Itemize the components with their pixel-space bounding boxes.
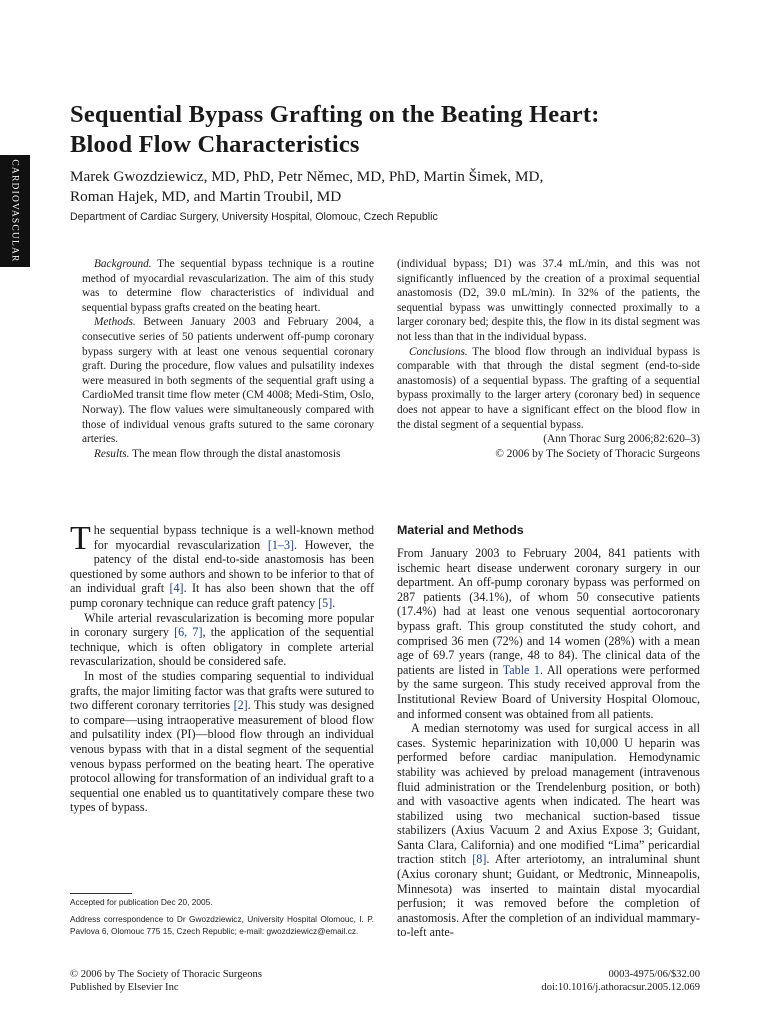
methods-paragraph-1: From January 2003 to February 2004, 841 patients with ischemic heart disease underwent coronary surgery in our department. An off-pump coronary bypass was performed on 287 patients (34.1%), of whom 50 consecutive patients (17.4%) had at least one venous sequential aortocoronary bypass graft. This group constituted the study cohort, and comprised 36 men (72%) and 14 women (28%) with a mean age of 69.7 years (range, 48 to 84). The clinical data of the patients are listed in Table 1. All operations were performed by the same surgeon. This study received approval from the Institutional Review Board of University Hospital Olomouc, and informed consent was obtained from all patients. [397,546,700,721]
affiliation: Department of Cardiac Surgery, University Hospital, Olomouc, Czech Republic [70,211,438,223]
intro-paragraph-1: The sequential bypass technique is a well-known method for myocardial revascularization [1–3]. However, the patency of the distal end-to-side anastomosis has been questioned by some authors and shown to be inferior to that of an individual graft [4]. It has also been shown that the off pump coronary technique can reduce graft patency [5]. [70,520,374,610]
introduction-column [70,520,374,815]
abstract-citation: (Ann Thorac Surg 2006;82:620–3) [543,433,700,446]
reference-link[interactable]: [1–3] [267,537,295,552]
authors-line-1: Marek Gwozdziewicz, MD, PhD, Petr Němec, MD, PhD, Martin Šimek, MD, [70,168,544,185]
footnote-address: Address correspondence to Dr Gwozdziewicz, University Hospital Olomouc, I. P. Pavlova 6, Olomouc 775 15, Czech Republic; e-mail: gwozdziewicz@email.cz. [70,914,374,936]
reference-link[interactable]: [8] [472,852,487,867]
publisher-copyright: © 2006 by The Society of Thoracic Surgeons [70,969,262,980]
authors-line-2: Roman Hajek, MD, and Martin Troubil, MD [70,188,342,205]
methods-paragraph-2: A median sternotomy was used for surgical access in all cases. Systemic heparinization with 10,000 U heparin was performed before cardiac manipulation. Hemodynamic stability was achieved by preload management (intravenous fluid administration or the Trendelenburg position, or both) and with vasoactive agents when indicated. The heart was stabilized using two mechanical suction-based tissue stabilizers (Axius Vacuum 2 and Axius Expose 3; Guidant, Santa Clara, California) and one modified “Lima” pericardial traction stitch [8]. After arteriotomy, an intraluminal shunt (Axius coronary shunt; Guidant, or Medtronic, Minneapolis, Minnesota) was inserted to maintain distal myocardial perfusion; it was removed before the completion of anastomosis. After the completion of an individual mammary-to-left ante- [397,721,700,940]
title-line-1: Sequential Bypass Grafting on the Beating Heart: [70,101,600,128]
reference-link[interactable]: [6, 7] [174,625,203,640]
article-title [70,100,710,160]
reference-link[interactable]: [5] [318,595,333,610]
abstract-results: Results. The mean flow through the distal anastomosis [94,447,341,460]
section-heading-methods: Material and Methods [397,523,524,537]
footnote-accepted: Accepted for publication Dec 20, 2005. [70,897,213,907]
reference-link[interactable]: [4] [169,581,184,596]
footnotes [70,897,374,943]
doi: doi:10.1016/j.athoracsur.2005.12.069 [541,982,700,993]
drop-cap: T [70,520,91,557]
methods-column [397,523,700,940]
section-tab [0,155,30,267]
intro-paragraph-3: In most of the studies comparing sequential to individual grafts, the major limiting factor was that grafts were sutured to two different coronary territories [2]. This study was designed to compare—using intraoperative measurement of blood flow and pulsatility index (PI)—blood flow through an individual venous bypass with that in a distal segment of the sequential venous bypass performed on the beating heart. The operative protocol allowing for transformation of an individual graft to a sequential one enabled us to quantitatively compare these two types of bypass. [70,668,374,815]
abstract-left-column [82,257,374,461]
title-line-2: Blood Flow Characteristics [70,131,360,158]
publisher-name: Published by Elsevier Inc [70,982,179,993]
table-link[interactable]: Table 1 [502,662,540,677]
abstract-copyright: © 2006 by The Society of Thoracic Surgeons [495,447,700,460]
author-list [70,167,690,207]
abstract-methods: Methods. Between January 2003 and February 2004, a consecutive series of 50 patients underwent off-pump coronary bypass surgery with at least one venous sequential coronary graft. During the procedure, flow values and pulsatility indexes were measured in both segments of the sequential graft using a CardioMed transit time flow meter (CM 4008; Medi-Stim, Oslo, Norway). The flow values were simultaneously compared with those of individual venous grafts sutured to the same coronary arteries. [82,316,374,446]
footnote-divider [70,893,132,894]
abstract-results-continued: (individual bypass; D1) was 37.4 mL/min, and this was not significantly influenced by the creation of a proximal sequential anastomosis (D2, 39.0 mL/min). In 32% of the patients, the sequential bypass was unwittingly connected proximally to a larger coronary bed; despite this, the flow in its distal segment was not less than that in the individual bypass. [397,258,700,343]
abstract-background: Background. The sequential bypass technique is a routine method of myocardial revascularization. The aim of this study was to determine flow characteristics of individual and sequential bypass grafts created on the beating heart. [82,258,374,314]
abstract-right-column [397,257,700,461]
section-tab-label: CARDIOVASCULAR [10,159,21,263]
intro-paragraph-2: While arterial revascularization is becoming more popular in coronary surgery [6, 7], the application of the sequential technique, which is often obligatory in complete arterial revascularization, should be considered safe. [70,610,374,669]
reference-link[interactable]: [2] [233,698,248,713]
identifiers [380,968,700,994]
publisher-info [70,968,390,994]
abstract-conclusions: Conclusions. The blood flow through an individual bypass is comparable with that through the distal segment (end-to-side anastomosis) of a sequential bypass. The grafting of a sequential bypass proximally to the larger artery (coronary bed) in sequence does not appear to have a significant effect on the blood flow in the distal segment of a sequential bypass. [397,345,700,431]
issn-price: 0003-4975/06/$32.00 [608,969,700,980]
